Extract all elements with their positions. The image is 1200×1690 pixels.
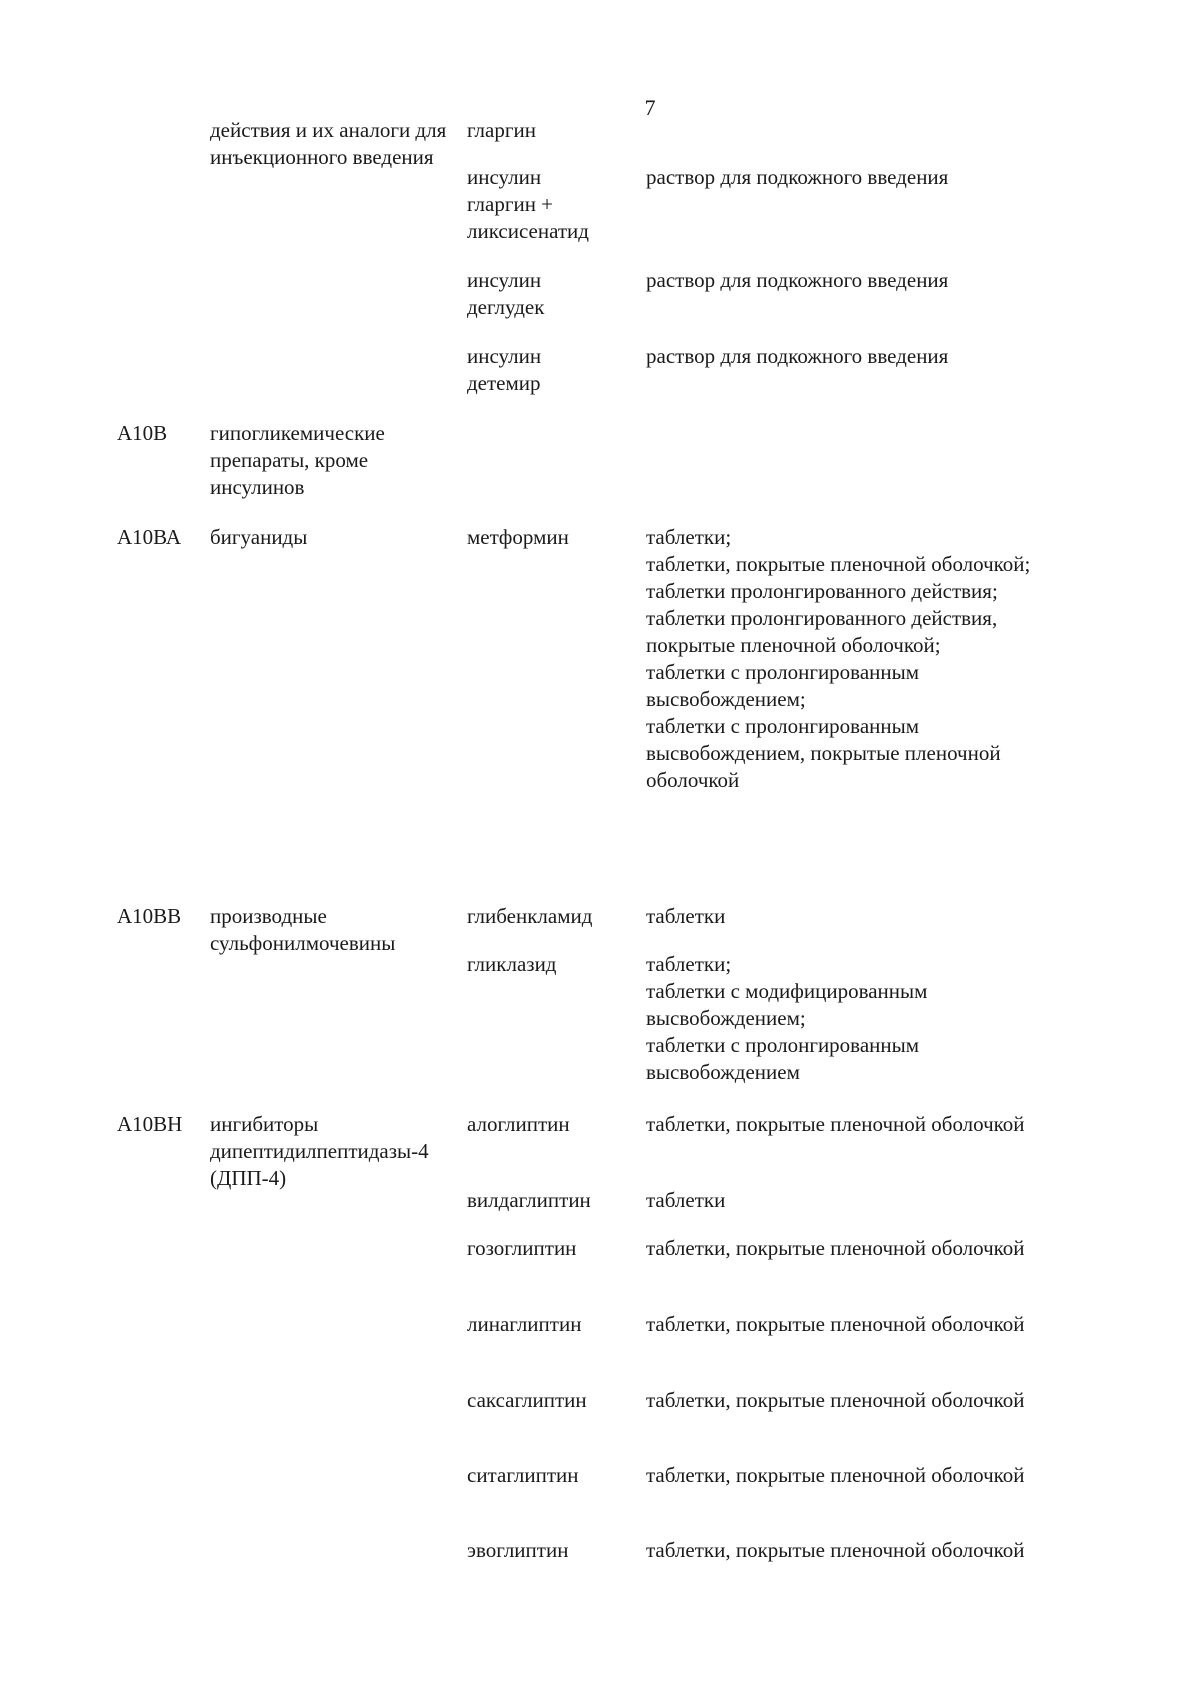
group-name: производные сульфонилмочевины [210,904,396,955]
drug-name: ситаглиптин [467,1463,579,1487]
dosage-form: таблетки; таблетки с модифицированным высвобождением; таблетки с пролонгированным высвобождением [646,952,928,1084]
group-name: действия и их аналоги для инъекционного введения [210,118,447,169]
dosage-form: таблетки [646,1188,726,1212]
dosage-form: раствор для подкожного введения [646,165,949,189]
drug-name: метформин [467,525,569,549]
dosage-form: раствор для подкожного введения [646,268,949,292]
drug-name: инсулин детемир [467,344,542,395]
drug-name: гларгин [467,118,536,142]
drug-name: эвоглиптин [467,1538,569,1562]
drug-name: вилдаглиптин [467,1188,591,1212]
atc-code: А10ВА [117,525,182,549]
atc-code: А10В [117,421,168,445]
drug-name: алоглиптин [467,1112,570,1136]
atc-code: А10ВВ [117,904,182,928]
atc-code: А10ВН [117,1112,183,1136]
drug-name: саксаглиптин [467,1388,587,1412]
dosage-form: таблетки, покрытые пленочной оболочкой [646,1388,1025,1412]
group-name: гипогликемические препараты, кроме инсулинов [210,421,385,499]
dosage-form: таблетки; таблетки, покрытые пленочной оболочкой; таблетки пролонгированного действия; таблетки пролонгированного действия, покрытые пленочной оболочкой; таблетки с пролонгированным высвобождением; таблетки с пролонгированным высвобождением, покрытые пленочной оболочкой [646,525,1031,792]
dosage-form: таблетки [646,904,726,928]
drug-name: линаглиптин [467,1312,582,1336]
drug-name: гозоглиптин [467,1236,577,1260]
dosage-form: таблетки, покрытые пленочной оболочкой [646,1538,1025,1562]
dosage-form: таблетки, покрытые пленочной оболочкой [646,1312,1025,1336]
group-name: бигуаниды [210,525,308,549]
drug-name: инсулин гларгин + ликсисенатид [467,165,589,243]
drug-name: гликлазид [467,952,557,976]
dosage-form: таблетки, покрытые пленочной оболочкой [646,1463,1025,1487]
drug-name: инсулин деглудек [467,268,545,319]
dosage-form: таблетки, покрытые пленочной оболочкой [646,1112,1025,1136]
dosage-form: раствор для подкожного введения [646,344,949,368]
drug-name: глибенкламид [467,904,593,928]
page-number: 7 [644,95,656,120]
dosage-form: таблетки, покрытые пленочной оболочкой [646,1236,1025,1260]
group-name: ингибиторы дипептидилпептидазы-4 (ДПП-4) [210,1112,429,1190]
